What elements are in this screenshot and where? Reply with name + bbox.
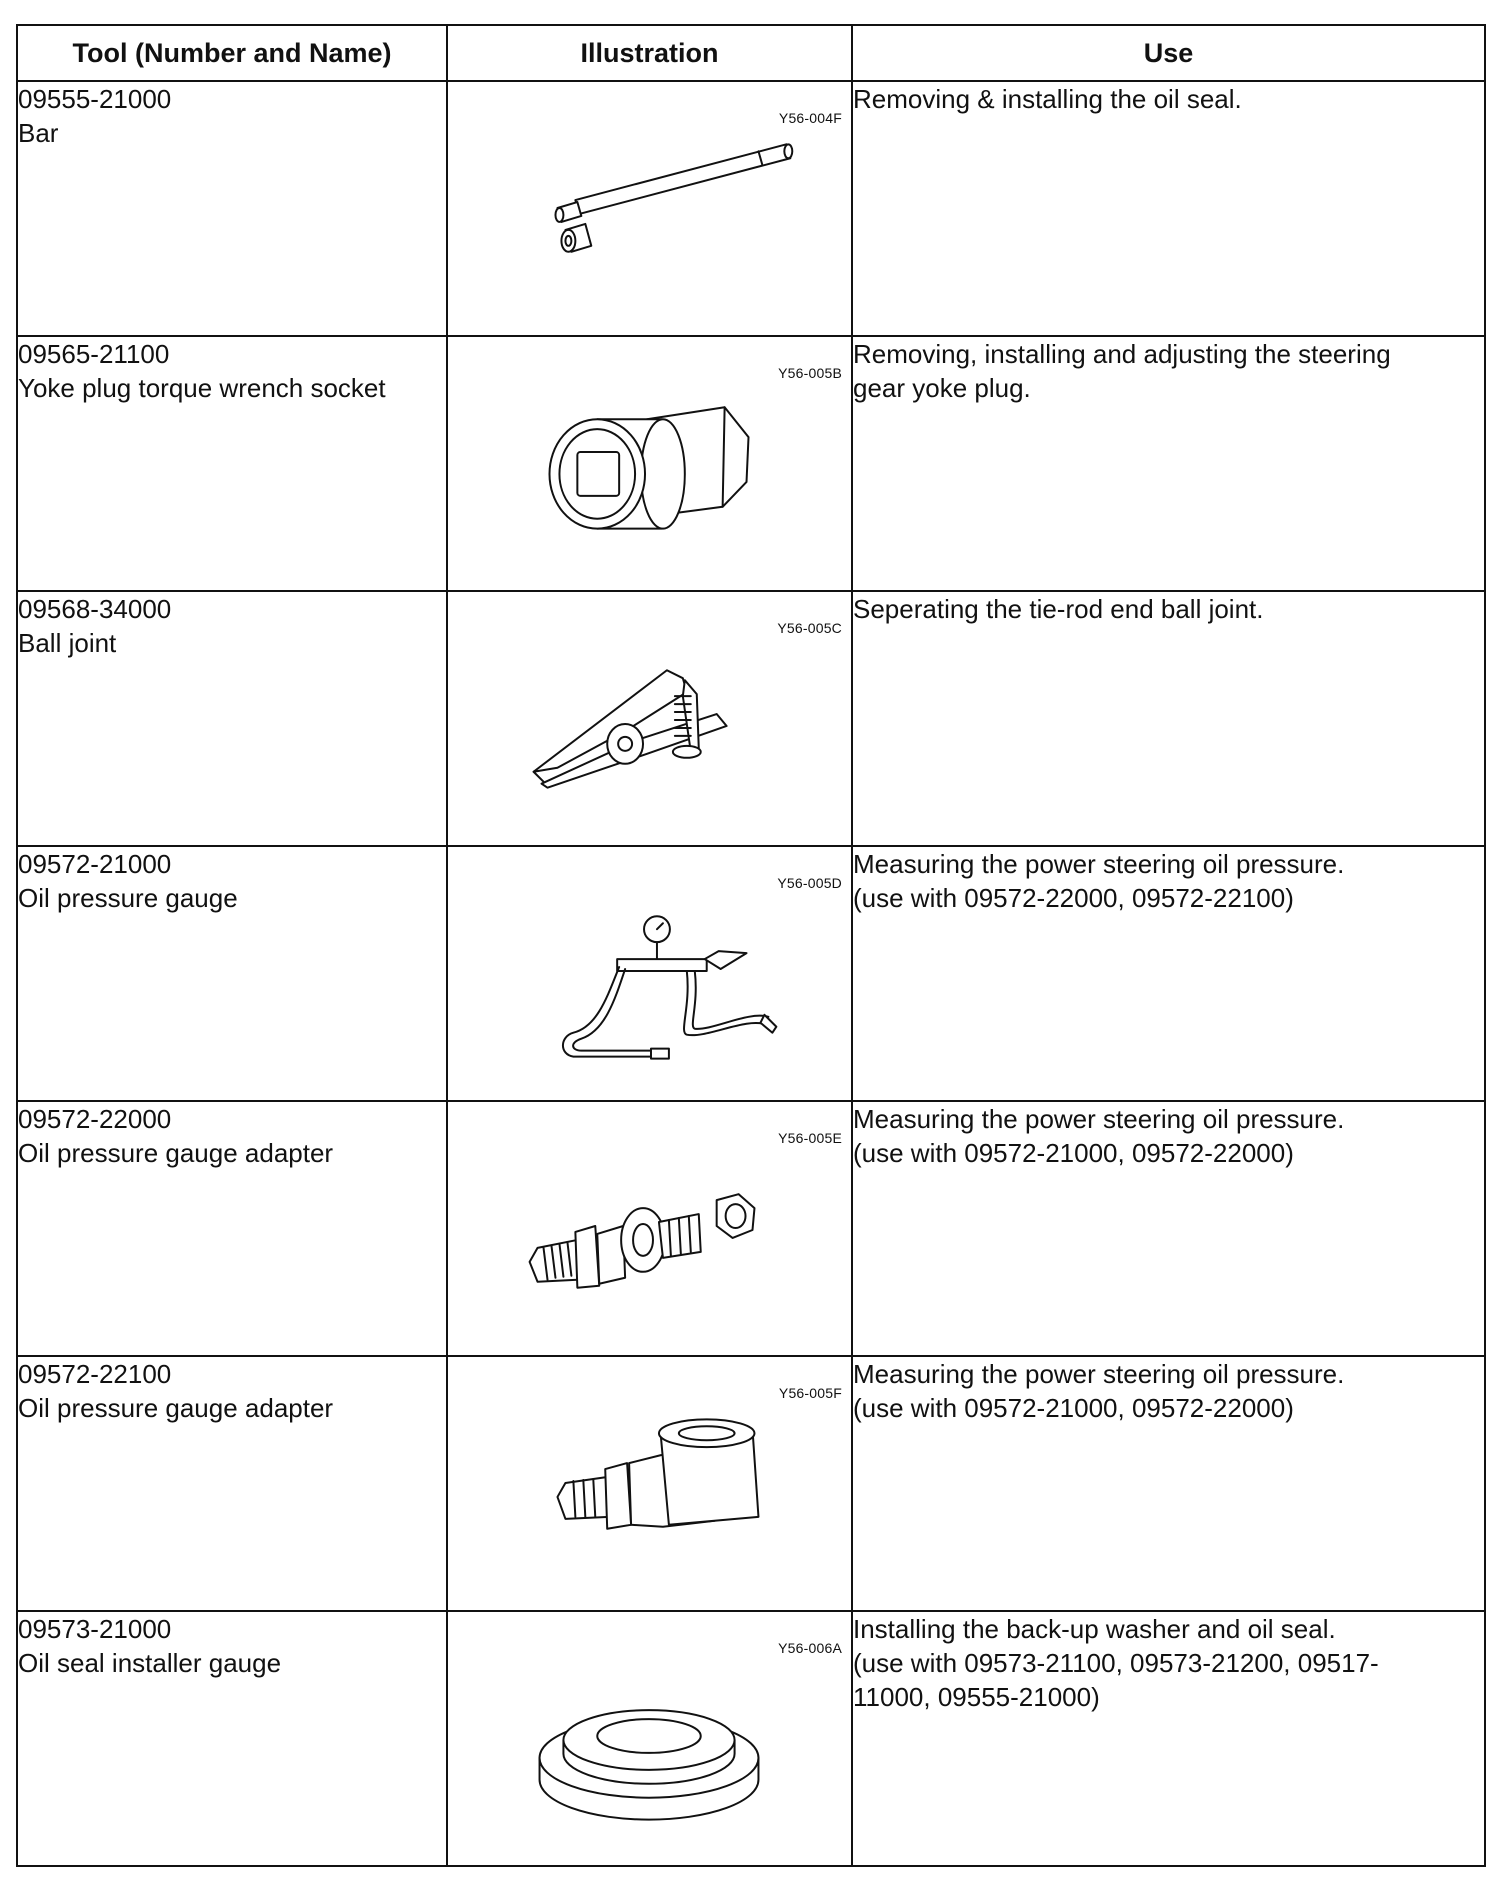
table-row	[17, 846, 1485, 1101]
socket-tool-icon	[448, 337, 851, 590]
gauge-adapter-icon	[448, 1102, 851, 1355]
use-line: Removing & installing the oil seal.	[853, 84, 1242, 114]
pressure-gauge-icon	[448, 847, 851, 1100]
use-line: (use with 09572-22000, 09572-22100)	[853, 883, 1294, 913]
header-use: Use	[852, 25, 1485, 81]
use-line: (use with 09572-21000, 09572-22000)	[853, 1138, 1294, 1168]
figure-code: Y56-006A	[778, 1640, 842, 1656]
tool-cell	[17, 1356, 447, 1611]
table-row	[17, 336, 1485, 591]
tool-name: Bar	[18, 118, 59, 148]
use-cell	[852, 591, 1485, 846]
use-line: Removing, installing and adjusting the steering	[853, 339, 1391, 369]
use-line: Installing the back-up washer and oil seal.	[853, 1614, 1336, 1644]
use-line: 11000, 09555-21000)	[853, 1682, 1100, 1712]
tool-number: 09572-22100	[18, 1359, 172, 1389]
ball-joint-puller-icon	[448, 592, 851, 845]
tool-number: 09555-21000	[18, 84, 172, 114]
header-illustration: Illustration	[447, 25, 852, 81]
banjo-adapter-icon	[448, 1357, 851, 1610]
illustration-cell	[447, 1356, 852, 1611]
table-row	[17, 1611, 1485, 1866]
figure-code: Y56-004F	[778, 110, 842, 126]
illustration-cell	[447, 591, 852, 846]
illustration-cell	[447, 1101, 852, 1356]
figure-code: Y56-005B	[778, 365, 842, 381]
use-cell	[852, 1101, 1485, 1356]
table-row	[17, 1356, 1485, 1611]
tool-name: Oil pressure gauge adapter	[18, 1138, 334, 1168]
illustration-cell	[447, 81, 852, 336]
use-line: (use with 09572-21000, 09572-22000)	[853, 1393, 1294, 1423]
tool-number: 09565-21100	[18, 339, 170, 369]
table-row	[17, 1101, 1485, 1356]
use-line: (use with 09573-21100, 09573-21200, 09517-	[853, 1648, 1379, 1678]
tool-cell	[17, 846, 447, 1101]
figure-code: Y56-005F	[778, 1385, 842, 1401]
tool-cell	[17, 591, 447, 846]
use-cell	[852, 1611, 1485, 1866]
tool-name: Oil seal installer gauge	[18, 1648, 282, 1678]
figure-code: Y56-005D	[777, 875, 842, 891]
tool-name: Oil pressure gauge	[18, 883, 238, 913]
illustration-cell	[447, 846, 852, 1101]
bar-tool-icon	[448, 82, 851, 335]
use-cell	[852, 846, 1485, 1101]
use-line: Seperating the tie-rod end ball joint.	[853, 594, 1264, 624]
tool-number: 09572-21000	[18, 849, 172, 879]
special-tools-table	[16, 24, 1486, 1867]
header-tool: Tool (Number and Name)	[17, 25, 447, 81]
seal-installer-icon	[448, 1612, 851, 1865]
figure-code: Y56-005C	[777, 620, 842, 636]
tool-number: 09572-22000	[18, 1104, 172, 1134]
tool-number: 09568-34000	[18, 594, 172, 624]
header-row	[17, 25, 1485, 81]
use-cell	[852, 336, 1485, 591]
use-line: gear yoke plug.	[853, 373, 1031, 403]
illustration-cell	[447, 1611, 852, 1866]
figure-code: Y56-005E	[778, 1130, 842, 1146]
use-line: Measuring the power steering oil pressure.	[853, 849, 1345, 879]
tool-cell	[17, 1101, 447, 1356]
tool-cell	[17, 1611, 447, 1866]
tool-number: 09573-21000	[18, 1614, 172, 1644]
tool-name: Yoke plug torque wrench socket	[18, 373, 386, 403]
tool-name: Oil pressure gauge adapter	[18, 1393, 334, 1423]
use-line: Measuring the power steering oil pressure.	[853, 1359, 1345, 1389]
illustration-cell	[447, 336, 852, 591]
table-row	[17, 591, 1485, 846]
use-line: Measuring the power steering oil pressure.	[853, 1104, 1345, 1134]
use-cell	[852, 81, 1485, 336]
table-row	[17, 81, 1485, 336]
tool-cell	[17, 81, 447, 336]
tool-name: Ball joint	[18, 628, 117, 658]
use-cell	[852, 1356, 1485, 1611]
tool-cell	[17, 336, 447, 591]
